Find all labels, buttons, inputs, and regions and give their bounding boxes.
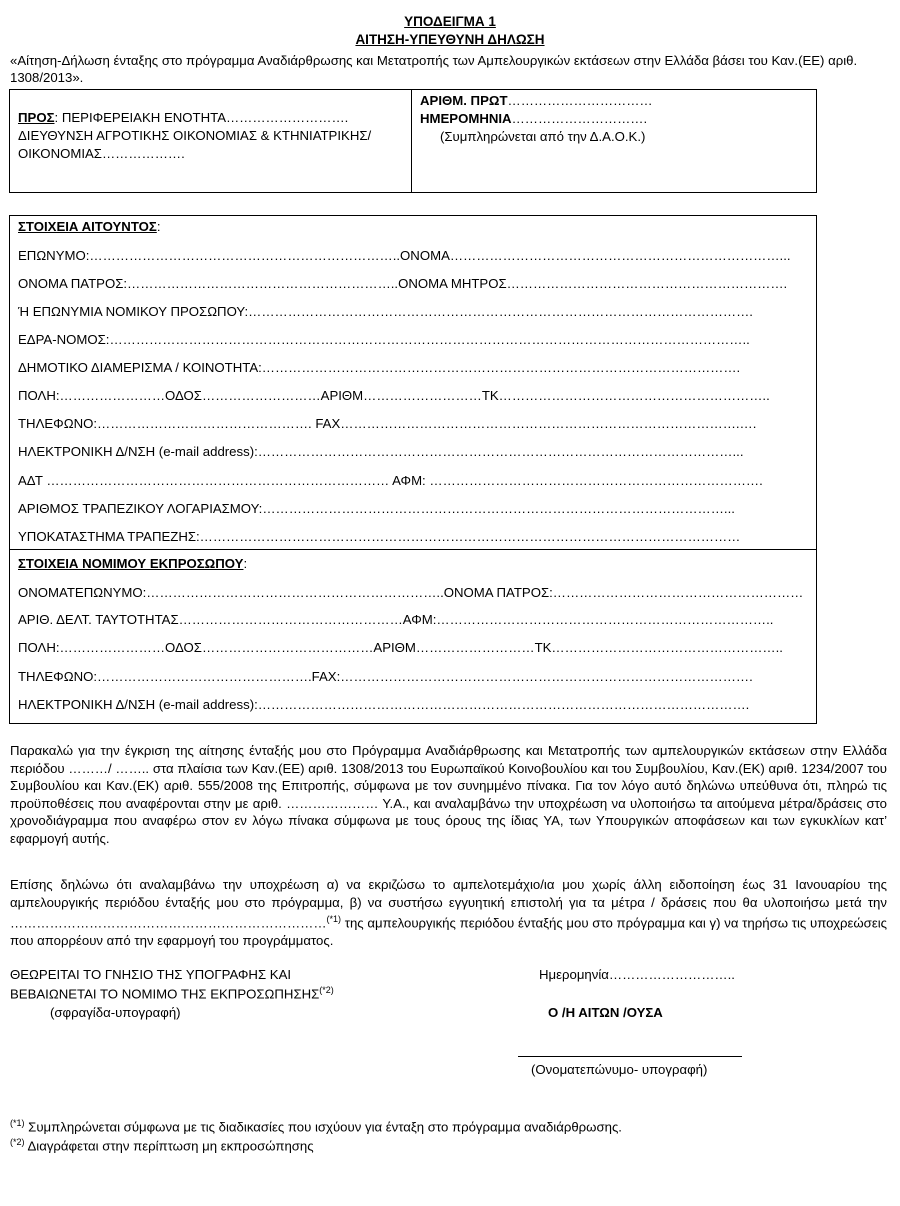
protocol-date-label: ΗΜΕΡΟΜΗΝΙΑ <box>420 111 512 126</box>
applicant-row: ΕΠΩΝΥΜΟ:……………………………………………………………..ΟΝΟΜΑ…………………………………………………………………... <box>18 248 791 263</box>
recipient-line-1 <box>18 110 348 125</box>
name-signature-label: (Ονοματεπώνυμο- υπογραφή) <box>531 1062 708 1077</box>
request-paragraph: Παρακαλώ για την έγκριση της αίτησης ένταξής μου στο Πρόγραμμα Αναδιάρθρωσης και Μετατροπής των αμπελουργικών εκτάσεων στην Ελλάδα περιόδου ………/ …….. στα πλαίσια των Καν.(ΕΕ) αριθ. 1308/2013 του Ευρωπαϊκού Κοινοβουλίου και του Συμβουλίου, Καν.(ΕΚ) αριθ. 1234/2007 του Συμβουλίου και Καν.(ΕΚ) αριθ. 555/2008 της Επιτροπής, σύμφωνα με τον συνημμένο πίνακα. Για τον λόγο αυτό δηλώνω υπεύθυνα ότι, πληρώ τις προϋποθέσεις που αναφέρονται στην με αριθ. ………………… Υ.Α., και αναλαμβάνω την υποχρέωση να υλοποιήσω τα αιτούμενα μέτρα/δράσεις στο χρονοδιάγραμμα που αναφέρω στον εν λόγω πίνακα σύμφωνα με τους όρους της ίδιας ΥΑ, των Υπουργικών αποφάσεων και των εγκυκλίων κατ’ εφαρμογή αυτής. <box>10 743 887 846</box>
protocol-number-label: ΑΡΙΘΜ. ΠΡΩΤ <box>420 93 508 108</box>
applicant-row: ΕΔΡΑ-ΝΟΜΟΣ:……………………………………………………………………………………………………………………………….. <box>18 332 750 347</box>
applicant-row: ΑΡΙΘΜΟΣ ΤΡΑΠΕΖΙΚΟΥ ΛΟΓΑΡΙΑΣΜΟΥ:……………………………………………………………………………………………... <box>18 501 735 516</box>
recipient-line-3: ΟΙΚΟΝΟΜΙΑΣ………………. <box>18 146 185 161</box>
signature-date: Ημερομηνία……………………….. <box>539 967 735 982</box>
applicant-row: ΥΠΟΚΑΤΑΣΤΗΜΑ ΤΡΑΠΕΖΗΣ:…………………………………………………………………………………………………………… <box>18 529 741 544</box>
form-title: ΥΠΟΔΕΙΓΜΑ 1 <box>404 14 496 29</box>
address-box-divider <box>411 89 412 193</box>
protocol-date <box>420 111 647 126</box>
protocol-date-dots: …………………………. <box>511 111 648 126</box>
applicant-row: ΑΔΤ …………………………………………………………………… ΑΦΜ: …………………………………………………………………. <box>18 473 763 488</box>
applicant-heading: ΣΤΟΙΧΕΙΑ ΑΙΤΟΥΝΤΟΣ: <box>18 219 161 234</box>
footnote-ref-1: (*1) <box>326 914 342 924</box>
applicant-row: ΟΝΟΜΑ ΠΑΤΡΟΣ:……………………………………………………..ΟΝΟΜΑ ΜΗΤΡΟΣ………………………………………………………. <box>18 276 788 291</box>
section-divider <box>9 549 817 550</box>
protocol-note: (Συμπληρώνεται από την Δ.Α.Ο.Κ.) <box>440 129 646 144</box>
intro-line-1: «Αίτηση-Δήλωση ένταξης στο πρόγραμμα Αναδιάρθρωσης και Μετατροπής των Αμπελουργικών εκτάσεων στην Ελλάδα βάσει του Καν.(ΕΕ) αριθ. <box>10 53 858 68</box>
footnote-2: $^{(*2)}$ Διαγράφεται στην περίπτωση μη εκπροσώπησης <box>10 1137 314 1154</box>
representative-row: ΟΝΟΜΑΤΕΠΩΝΥΜΟ:…………………………………………………………..ΟΝΟΜΑ ΠΑΤΡΟΣ:………………………………………………… <box>18 585 804 600</box>
form-subtitle: ΑΙΤΗΣΗ-ΥΠΕΥΘΥΝΗ ΔΗΛΩΣΗ <box>355 32 545 47</box>
applicant-row: Ή ΕΠΩΝΥΜΙΑ ΝΟΜΙΚΟΥ ΠΡΟΣΩΠΟΥ:……………………………………………………………………………………………………. <box>18 304 753 319</box>
intro-line-2: 1308/2013». <box>10 70 84 85</box>
recipient-label: ΠΡΟΣ <box>18 110 55 125</box>
applicant-row: ΔΗΜΟΤΙΚΟ ΔΙΑΜΕΡΙΣΜΑ / ΚΟΙΝΟΤΗΤΑ:………………………………………………………………………………………………. <box>18 360 741 375</box>
representative-row: ΑΡΙΘ. ΔΕΛΤ. ΤΑΥΤΟΤΗΤΑΣ……………………………………………ΑΦΜ:………………………………………………………………….. <box>18 612 774 627</box>
representative-row: ΤΗΛΕΦΩΝΟ:………………………………………….FAX:…………………………………………………………………………………. <box>18 669 753 684</box>
representative-row: ΠΟΛΗ:……………………ΟΔΟΣ…………………………………ΑΡΙΘΜ………………………ΤΚ…………………………………………….. <box>18 640 783 655</box>
signature-line <box>518 1056 742 1057</box>
applicant-row: ΤΗΛΕΦΩΝΟ:…………………………………………. FAX……………………………………………………………………………….…. <box>18 416 757 431</box>
footnote-1: $^{(*1)}$ Συμπληρώνεται σύμφωνα με τις διαδικασίες που ισχύουν για ένταξη στο πρόγραμμα αναδιάρθρωσης. <box>10 1118 622 1135</box>
authentication-line-1: ΘΕΩΡΕΙΤΑΙ ΤΟ ΓΝΗΣΙΟ ΤΗΣ ΥΠΟΓΡΑΦΗΣ ΚΑΙ <box>10 967 292 982</box>
applicant-signature-label: Ο /Η ΑΙΤΩΝ /ΟΥΣΑ <box>548 1005 663 1020</box>
protocol-number-dots: …………………………… <box>507 93 653 108</box>
representative-row: ΗΛΕΚΤΡΟΝΙΚΗ Δ/ΝΣΗ (e-mail address):…………………………………………………………………………………………………. <box>18 697 750 712</box>
applicant-row: ΗΛΕΚΤΡΟΝΙΚΗ Δ/ΝΣΗ (e-mail address):………………………………………………………………………………………………... <box>18 444 744 459</box>
recipient-line-2: ΔΙΕΥΘΥΝΣΗ ΑΓΡΟΤΙΚΗΣ ΟΙΚΟΝΟΜΙΑΣ & ΚΤΗΝΙΑΤΡΙΚΗΣ/ <box>18 128 372 143</box>
footnote-ref-2: (*2) <box>319 985 334 995</box>
protocol-number <box>420 93 653 108</box>
stamp-signature-label: (σφραγίδα-υπογραφή) <box>50 1005 181 1020</box>
recipient-unit: : ΠΕΡΙΦΕΡΕΙΑΚΗ ΕΝΟΤΗΤΑ………………………. <box>54 110 349 125</box>
applicant-row: ΠΟΛΗ:……………………ΟΔΟΣ………………………ΑΡΙΘΜ………………………ΤΚ…………………………………………………….. <box>18 388 770 403</box>
representative-heading: ΣΤΟΙΧΕΙΑ ΝΟΜΙΜΟΥ ΕΚΠΡΟΣΩΠΟΥ: <box>18 556 248 571</box>
obligation-paragraph: Επίσης δηλώνω ότι αναλαμβάνω την υποχρέωση α) να εκριζώσω το αμπελοτεμάχιο/ια μου χωρίς άλλη ειδοποίηση έως 31 Ιανουαρίου της αμπελουργικής περιόδου ένταξής μου στο πρόγραμμα, β) να συστήσω εγγυητική επιστολή για τα μέτρα / δράσεις που θα υλοποιήσω μετά την ………………………………………………………………$^{(*1)}$ της αμπελουργικής περιόδου ένταξής μου στο πρόγραμμα και γ) να τηρήσω τις υποχρεώσεις που απορρέουν από την εφαρμογή του προγράμματος. <box>10 877 887 948</box>
intro-text <box>10 52 890 86</box>
authentication-line-2: ΒΕΒΑΙΩΝΕΤΑΙ ΤΟ ΝΟΜΙΜΟ ΤΗΣ $EK\Pi PO\Sigma\Omega\Pi H\Sigma H\Sigma^{(*2)}$ <box>10 985 334 1002</box>
